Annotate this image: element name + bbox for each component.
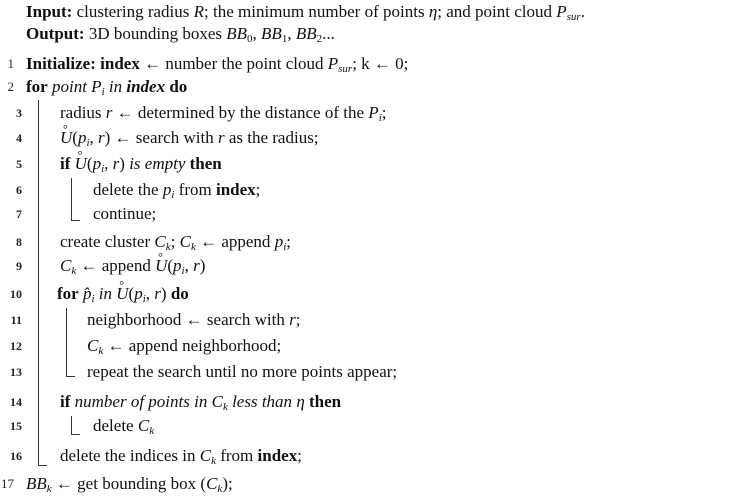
keyword: then — [185, 154, 222, 173]
text: ) — [199, 256, 206, 275]
algo-line-7 — [0, 202, 731, 226]
keyword: index — [257, 446, 298, 465]
text: radius — [60, 103, 106, 122]
var-p-hat: p̂ — [82, 284, 92, 303]
var: P — [91, 77, 102, 96]
var-P: P — [556, 2, 567, 21]
input-label: Input: — [26, 2, 73, 21]
text: , — [184, 256, 194, 275]
line-number: 7 — [16, 207, 22, 221]
var: C — [199, 446, 212, 465]
text: continue; — [93, 204, 157, 223]
var-sub: i — [101, 86, 105, 98]
text: from — [215, 446, 258, 465]
text: , — [145, 284, 155, 303]
input-line — [26, 0, 585, 24]
var: C — [60, 256, 72, 275]
var-sub: k — [217, 483, 223, 495]
var-sub: k — [211, 455, 216, 467]
var: P — [327, 54, 339, 73]
input-text: . — [580, 2, 585, 21]
var: C — [154, 232, 166, 251]
line-number: 11 — [10, 313, 22, 327]
algo-line-5 — [0, 152, 731, 176]
text: as the radius; — [224, 128, 319, 147]
text: ← number the point cloud — [139, 54, 328, 73]
var-sub: i — [91, 293, 95, 305]
text: , — [104, 154, 113, 173]
text: ← append neighborhood; — [103, 336, 282, 355]
line-number: 15 — [10, 419, 22, 433]
var: r — [154, 284, 161, 303]
text: ; k ← 0; — [352, 54, 409, 73]
line-number: 3 — [16, 106, 22, 120]
text: ); — [222, 474, 233, 493]
text: repeat the search until no more points appear; — [87, 362, 398, 381]
var-sub: k — [46, 483, 52, 495]
keyword: if — [60, 154, 71, 173]
algo-line-16 — [0, 444, 731, 468]
text: ; — [381, 103, 387, 122]
keyword: for — [26, 77, 48, 96]
text: delete — [93, 416, 138, 435]
line-number: 13 — [10, 365, 22, 379]
var: C — [137, 416, 150, 435]
var-BB1: BB — [261, 24, 282, 43]
algo-line-9 — [0, 254, 731, 278]
algo-line-13 — [0, 360, 731, 384]
keyword: if — [60, 392, 71, 411]
var: C — [211, 392, 223, 411]
var-sub: i — [86, 137, 90, 149]
italic-text: is empty — [124, 154, 186, 173]
var: C — [179, 232, 191, 251]
input-text: ; and point cloud — [437, 2, 557, 21]
line-number: 17 — [1, 476, 14, 491]
var-BB1-sub: 1 — [281, 33, 288, 45]
italic-text: number of points in — [70, 392, 212, 411]
text: ( — [128, 284, 135, 303]
input-text: ; the minimum number of points — [204, 2, 429, 21]
var: C — [87, 336, 99, 355]
text: ) — [160, 284, 167, 303]
var-BB2: BB — [295, 24, 317, 43]
algo-line-2 — [0, 75, 731, 99]
var-sub: k — [165, 241, 171, 253]
var-sub: i — [101, 163, 105, 175]
algo-line-10 — [0, 282, 731, 306]
var-BB0-sub: 0 — [247, 33, 253, 45]
var: p — [77, 128, 87, 147]
var: C — [206, 474, 218, 493]
text: neighborhood ← search with — [87, 310, 290, 329]
keyword: index — [126, 77, 166, 96]
var: r — [217, 128, 225, 147]
var-sub: i — [171, 189, 175, 201]
var: BB — [26, 474, 47, 493]
line-number: 14 — [10, 395, 22, 409]
text: delete the indices in — [60, 446, 200, 465]
text: ← get bounding box ( — [51, 474, 207, 493]
text: , — [89, 128, 99, 147]
output-text: ... — [322, 24, 335, 43]
algo-line-4 — [0, 126, 731, 150]
text: ( — [86, 154, 93, 173]
algo-line-14 — [0, 390, 731, 414]
text: ; — [297, 446, 302, 465]
text: ; — [295, 310, 301, 329]
keyword: do — [165, 77, 188, 96]
keyword: index — [100, 54, 140, 73]
algo-line-15 — [0, 414, 731, 438]
text: ← append — [76, 256, 156, 275]
var: r — [193, 256, 200, 275]
algo-line-3 — [0, 101, 731, 125]
line-number: 8 — [16, 235, 22, 249]
italic-text: in — [104, 77, 127, 96]
var-sub: i — [142, 293, 146, 305]
var: p — [134, 284, 143, 303]
var-sub: k — [98, 345, 104, 357]
output-line: Output: 3D bounding boxes $BB_0$, $BB_1$, $BB_2$... — [26, 24, 335, 45]
algo-line-8 — [0, 230, 731, 254]
text: ( — [72, 128, 78, 147]
var-sub: k — [190, 241, 196, 253]
line-number: 12 — [10, 339, 22, 353]
text: ← append — [195, 232, 275, 251]
var-sub: i — [378, 112, 382, 124]
var-U-ring: ° U — [155, 254, 167, 278]
line-number: 16 — [10, 449, 22, 463]
text: ; — [255, 180, 261, 199]
text: ) — [119, 154, 125, 173]
text: delete the — [93, 180, 163, 199]
italic-text: in — [94, 284, 117, 303]
line-number: 10 — [10, 287, 22, 301]
var-eta: η — [428, 2, 438, 21]
var-R: R — [193, 2, 205, 21]
var: P — [368, 103, 379, 122]
var-U-ring: ° U — [116, 282, 128, 306]
keyword: do — [166, 284, 189, 303]
var: p — [173, 256, 182, 275]
text: ; — [170, 232, 180, 251]
var-sub: i — [181, 265, 185, 277]
input-text: clustering radius — [72, 2, 194, 21]
var: r — [112, 154, 120, 173]
line-number: 2 — [7, 79, 14, 94]
var-BB0: BB — [226, 24, 248, 43]
line-number: 5 — [16, 157, 22, 171]
text: ( — [167, 256, 174, 275]
algo-line-12 — [0, 334, 731, 358]
var-U-ring: ° U — [75, 152, 87, 176]
line-number: 9 — [16, 259, 22, 273]
var: r — [98, 128, 105, 147]
var-sub: k — [222, 401, 228, 413]
keyword: Initialize: — [26, 54, 96, 73]
line-number: 6 — [16, 183, 22, 197]
keyword: then — [304, 392, 342, 411]
output-label: Output: — [26, 24, 85, 43]
algo-line-6 — [0, 178, 731, 202]
text: create cluster — [60, 232, 155, 251]
var: p — [92, 154, 102, 173]
algo-line-1 — [0, 52, 731, 76]
text: ← determined by the distance of the — [112, 103, 369, 122]
line-number: 4 — [16, 131, 22, 145]
output-text: 3D bounding boxes — [84, 24, 227, 43]
keyword: index — [215, 180, 256, 199]
var-BB2-sub: 2 — [316, 33, 323, 45]
text: ; — [286, 232, 291, 251]
algo-line-11 — [0, 308, 731, 332]
var-sub: k — [149, 425, 155, 437]
keyword: for — [57, 284, 79, 303]
var-P-sub: sur — [566, 11, 581, 23]
text: from — [174, 180, 216, 199]
var-U-ring: ° U — [60, 126, 72, 150]
var-sub: sur — [338, 63, 353, 75]
var: r — [289, 310, 296, 329]
italic-text: point — [47, 77, 92, 96]
var-sub: k — [71, 265, 77, 277]
algo-line-17 — [0, 472, 731, 496]
line-number: 1 — [7, 56, 14, 71]
var: p — [162, 180, 172, 199]
var: r — [105, 103, 113, 122]
var: η — [296, 392, 305, 411]
text: ) ← search with — [104, 128, 218, 147]
var-sub: i — [283, 241, 287, 253]
italic-text: less than — [227, 392, 297, 411]
var: p — [274, 232, 284, 251]
